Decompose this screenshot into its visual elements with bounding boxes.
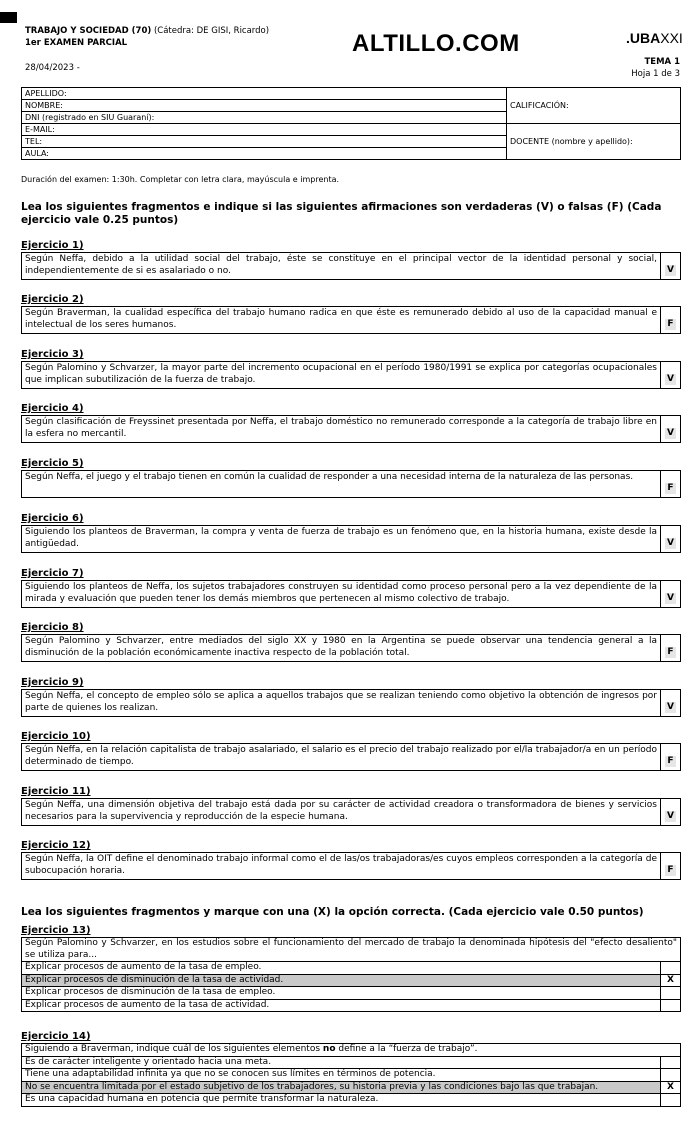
- exam-name: 1er EXAMEN PARCIAL: [25, 38, 128, 48]
- answer-cell[interactable]: [661, 799, 680, 825]
- section-1-title: Lea los siguientes fragmentos e indique si las siguientes afirmaciones son verdaderas (V) o falsas (F) (Cada ejercicio vale 0.25 puntos): [21, 201, 662, 226]
- exercise-box: [21, 689, 681, 717]
- field-dni[interactable]: DNI (registrado en SIU Guaraní):: [22, 112, 507, 124]
- exercise-question: Según Palomino y Schvarzer, en los estudios sobre el funcionamiento del mercado de trabajo la denominada hipótesis del "efecto desaliento" se utiliza para...: [22, 938, 681, 962]
- field-email[interactable]: E-MAIL:: [22, 124, 507, 136]
- field-docente[interactable]: DOCENTE (nombre y apellido):: [507, 124, 681, 160]
- exercise-10: [21, 731, 681, 771]
- answer-cell[interactable]: [661, 471, 680, 497]
- exercise-box: [21, 634, 681, 662]
- uba-logo-bold: .UBA: [626, 30, 661, 46]
- option-text[interactable]: Explicar procesos de aumento de la tasa de actividad.: [22, 999, 661, 1012]
- field-apellido[interactable]: APELLIDO:: [22, 88, 507, 100]
- answer-cell[interactable]: [661, 416, 680, 442]
- student-info-table: [21, 87, 681, 160]
- exercise-title: Ejercicio 9): [21, 677, 84, 688]
- exercise-box: [21, 252, 681, 280]
- exercise-statement: Según Neffa, la OIT define el denominado trabajo informal como el de las/os trabajadoras/es cuyos empleos corresponden a la categoría de subocupación horaria.: [22, 853, 661, 879]
- question-part: Siguiendo a Braverman, indique cuál de los siguientes elementos: [25, 1044, 323, 1054]
- answer-value: F: [667, 483, 674, 493]
- exercise-statement: Según Neffa, una dimensión objetiva del trabajo está dada por su carácter de actividad creadora o transformadora de bienes y servicios necesarios para la supervivencia y reproducción de la especie humana.: [22, 799, 661, 825]
- options-table: [21, 937, 681, 1012]
- exercise-statement: Según Palomino y Schvarzer, la mayor parte del incremento ocupacional en el período 1980/1991 se explica por categorías ocupacionales que implican subutilización de la fuerza de trabajo.: [22, 362, 661, 388]
- exercise-question: [22, 1044, 681, 1057]
- option-text[interactable]: Es de carácter inteligente y orientado hacia una meta.: [22, 1056, 661, 1069]
- answer-cell[interactable]: [661, 307, 680, 333]
- option-mark[interactable]: X: [661, 1081, 681, 1094]
- answer-cell[interactable]: [661, 690, 680, 716]
- exercise-4: [21, 403, 681, 443]
- exercise-statement: Según Braverman, la cualidad específica del trabajo humano radica en que éste es remunerado debido al uso de la capacidad manual e intelectual de los seres humanos.: [22, 307, 661, 333]
- exercise-title: Ejercicio 2): [21, 294, 84, 305]
- exercise-9: [21, 677, 681, 717]
- field-calificacion[interactable]: CALIFICACIÓN:: [507, 88, 681, 124]
- exercise-statement: Según Neffa, en la relación capitalista de trabajo asalariado, el salario es el precio del trabajo realizado por el/la trabajador/a en un período determinado de tiempo.: [22, 744, 661, 770]
- option-mark[interactable]: [661, 1056, 681, 1069]
- site-title: ALTILLO.COM: [352, 30, 520, 57]
- uba-logo: [626, 30, 683, 46]
- option-text[interactable]: Explicar procesos de disminución de la tasa de empleo.: [22, 987, 661, 1000]
- answer-value: F: [667, 756, 674, 766]
- exercise-statement: Según Neffa, debido a la utilidad social del trabajo, éste se constituye en el principal vector de la identidad personal y social, independientemente de si es asalariado o no.: [22, 253, 661, 279]
- field-tel[interactable]: TEL:: [22, 136, 507, 148]
- answer-cell[interactable]: [661, 581, 680, 607]
- exercise-title: Ejercicio 1): [21, 240, 84, 251]
- option-text[interactable]: No se encuentra limitada por el estado subjetivo de los trabajadores, su historia previa y las condiciones bajo las que trabajan.: [22, 1081, 661, 1094]
- exercise-box: [21, 798, 681, 826]
- exercise-12: [21, 840, 681, 880]
- option-text[interactable]: Es una capacidad humana en potencia que permite transformar la naturaleza.: [22, 1094, 661, 1107]
- exercise-title: Ejercicio 7): [21, 568, 84, 579]
- exercise-title: Ejercicio 5): [21, 458, 84, 469]
- answer-value: V: [667, 374, 674, 384]
- exercise-box: [21, 525, 681, 553]
- option-mark[interactable]: X: [661, 974, 681, 987]
- exercise-statement: Según clasificación de Freyssinet presentada por Neffa, el trabajo doméstico no remunerado corresponde a la categoría de trabajo libre en la esfera no mercantil.: [22, 416, 661, 442]
- uba-logo-light: XXI: [660, 30, 683, 46]
- exercise-box: [21, 470, 681, 498]
- exercise-title: Ejercicio 13): [21, 925, 91, 936]
- section-2-title: Lea los siguientes fragmentos y marque con una (X) la opción correcta. (Cada ejercicio vale 0.50 puntos): [21, 906, 644, 918]
- corner-mark: [0, 12, 17, 23]
- option-text[interactable]: Explicar procesos de aumento de la tasa de empleo.: [22, 962, 661, 975]
- course-header: [25, 25, 269, 49]
- answer-cell[interactable]: [661, 635, 680, 661]
- field-nombre[interactable]: NOMBRE:: [22, 100, 507, 112]
- answer-value: V: [667, 538, 674, 548]
- duration-note: Duración del examen: 1:30h. Completar con letra clara, mayúscula e imprenta.: [21, 175, 340, 184]
- exam-date: 28/04/2023 -: [25, 63, 80, 73]
- answer-value: V: [667, 265, 674, 275]
- options-table: [21, 1043, 681, 1107]
- exercise-statement: Según Neffa, el juego y el trabajo tienen en común la cualidad de responder a una necesidad interna de la naturaleza de las personas.: [22, 471, 661, 497]
- exercise-8: [21, 622, 681, 662]
- question-part: define a la “fuerza de trabajo”.: [335, 1044, 478, 1054]
- exercise-title: Ejercicio 8): [21, 622, 84, 633]
- exercise-title: Ejercicio 3): [21, 349, 84, 360]
- answer-cell[interactable]: [661, 526, 680, 552]
- field-aula[interactable]: AULA:: [22, 148, 507, 160]
- exercise-7: [21, 568, 681, 608]
- exercise-box: [21, 743, 681, 771]
- exercise-title: Ejercicio 12): [21, 840, 91, 851]
- option-text[interactable]: Explicar procesos de disminución de la tasa de actividad.: [22, 974, 661, 987]
- exercise-box: [21, 852, 681, 880]
- option-mark[interactable]: [661, 999, 681, 1012]
- option-text[interactable]: Tiene una adaptabilidad infinita ya que no se conocen sus límites en términos de potencia.: [22, 1069, 661, 1082]
- exercise-11: [21, 786, 681, 826]
- option-mark[interactable]: [661, 1069, 681, 1082]
- answer-cell[interactable]: [661, 853, 680, 879]
- answer-cell[interactable]: [661, 253, 680, 279]
- exercise-6: [21, 513, 681, 553]
- tema-label: TEMA 1: [644, 57, 680, 67]
- exercise-box: [21, 361, 681, 389]
- exercise-statement: Según Neffa, el concepto de empleo sólo se aplica a aquellos trabajos que se realizan teniendo como objetivo la obtención de ingresos por parte de quienes los realizan.: [22, 690, 661, 716]
- exercise-2: [21, 294, 681, 334]
- exercise-box: [21, 415, 681, 443]
- answer-value: V: [667, 702, 674, 712]
- exercise-box: [21, 580, 681, 608]
- option-mark[interactable]: [661, 1094, 681, 1107]
- hoja-label: Hoja 1 de 3: [631, 69, 680, 79]
- answer-cell[interactable]: [661, 362, 680, 388]
- exercise-5: [21, 458, 681, 498]
- tema-block: [631, 56, 680, 80]
- exercise-title: Ejercicio 10): [21, 731, 91, 742]
- exercise-1: [21, 240, 681, 280]
- exercise-statement: Siguiendo los planteos de Braverman, la compra y venta de fuerza de trabajo es un fenómeno que, en la historia humana, existe desde la antigüedad.: [22, 526, 661, 552]
- option-mark[interactable]: [661, 962, 681, 975]
- course-chair: (Cátedra: DE GISI, Ricardo): [153, 26, 270, 36]
- exercise-14: [21, 1031, 681, 1107]
- exercise-title: Ejercicio 11): [21, 786, 91, 797]
- question-emphasis: no: [322, 1044, 336, 1054]
- exercise-13: [21, 925, 681, 1012]
- answer-value: F: [667, 647, 674, 657]
- exercise-title: Ejercicio 4): [21, 403, 84, 414]
- option-mark[interactable]: [661, 987, 681, 1000]
- exercise-statement: Según Palomino y Schvarzer, entre mediados del siglo XX y 1980 en la Argentina se puede observar una tendencia general a la disminución de la población económicamente inactiva respecto de la población total.: [22, 635, 661, 661]
- exercise-3: [21, 349, 681, 389]
- answer-value: V: [667, 593, 674, 603]
- exercise-title: Ejercicio 14): [21, 1031, 91, 1042]
- course-name: TRABAJO Y SOCIEDAD (70): [25, 26, 152, 36]
- exercise-statement: Siguiendo los planteos de Neffa, los sujetos trabajadores construyen su identidad como proceso personal pero a la vez dependiente de la mirada y evaluación que pueden tener los demás miembros que pertenecen al mismo colectivo de trabajo.: [22, 581, 661, 607]
- exercise-box: [21, 306, 681, 334]
- answer-value: V: [667, 428, 674, 438]
- answer-value: V: [667, 811, 674, 821]
- answer-cell[interactable]: [661, 744, 680, 770]
- answer-value: F: [667, 865, 674, 875]
- exercise-title: Ejercicio 6): [21, 513, 84, 524]
- answer-value: F: [667, 319, 674, 329]
